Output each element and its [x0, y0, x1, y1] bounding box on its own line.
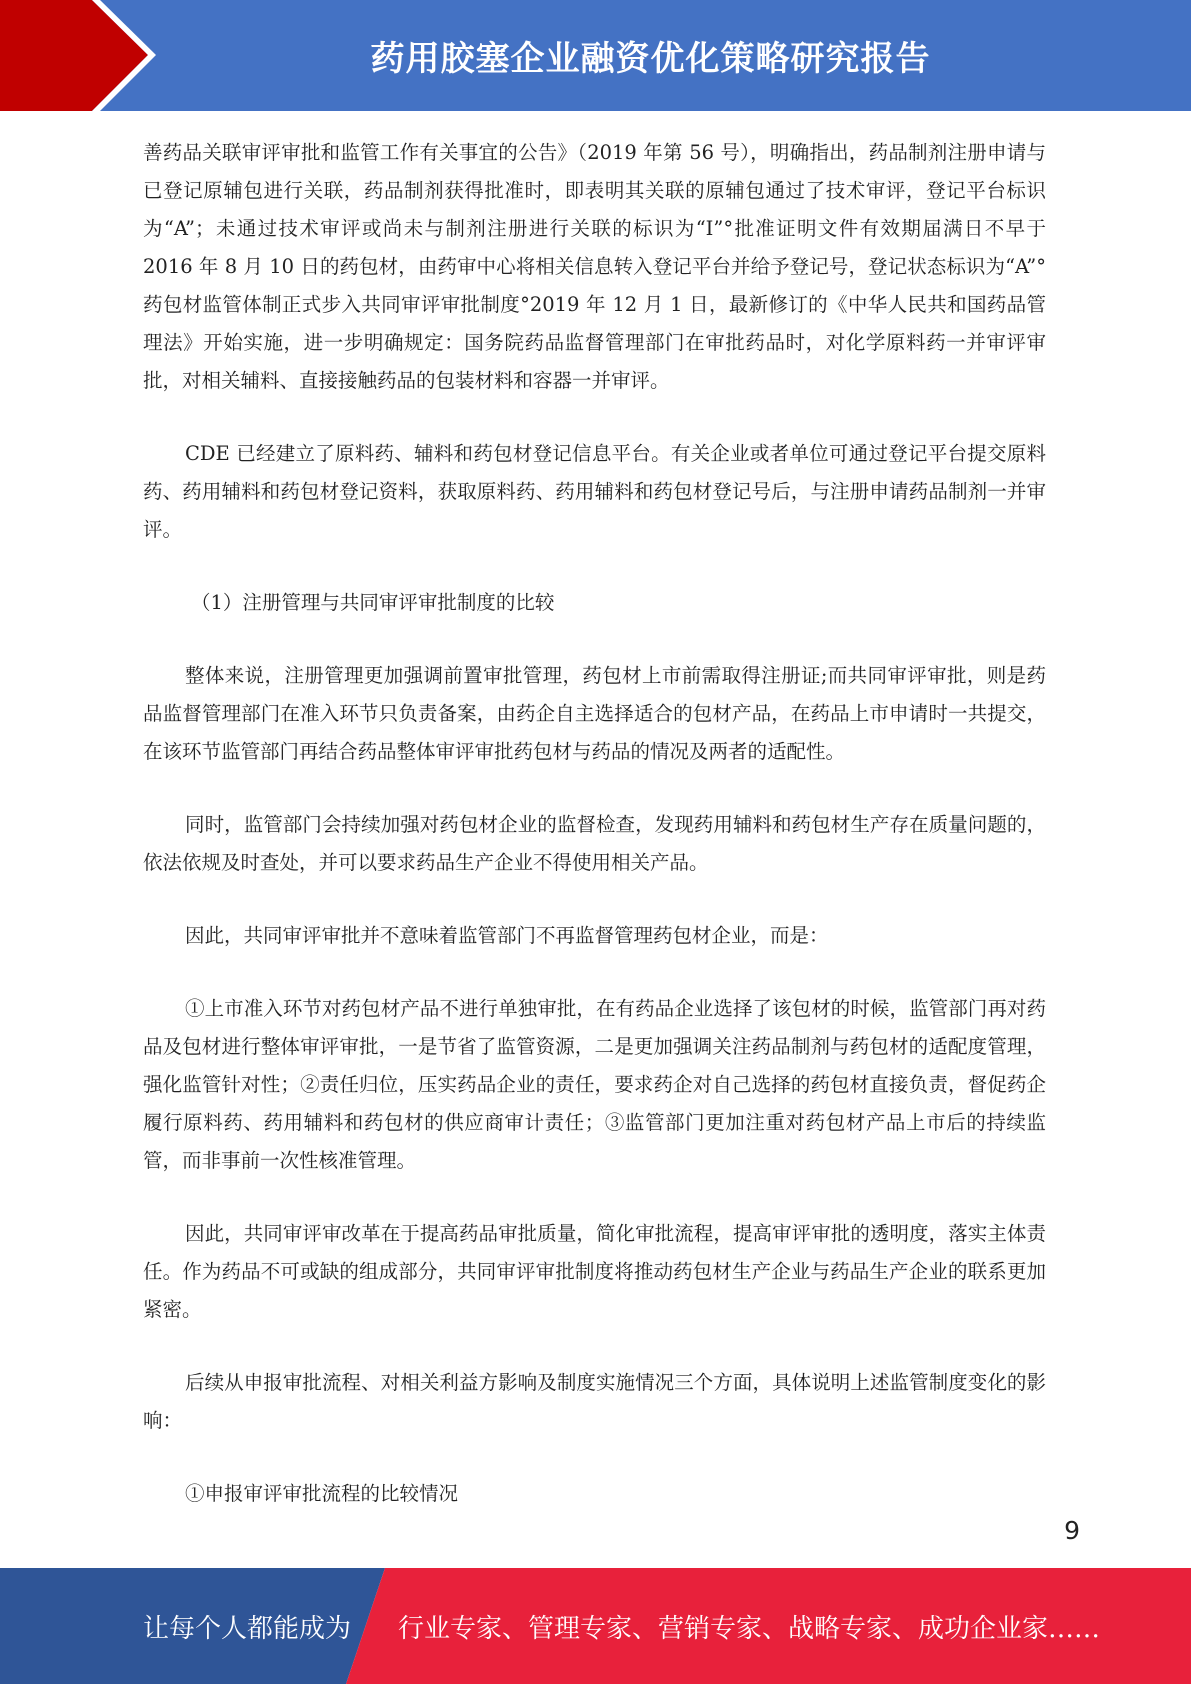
paragraph-5: 因此，共同审评审批并不意味着监管部门不再监督管理药包材企业，而是：	[185, 924, 829, 947]
paragraph-9: ①申报审评审批流程的比较情况	[185, 1482, 459, 1505]
page-footer	[0, 1568, 1191, 1684]
paragraph-4: 同时，监管部门会持续加强对药包材企业的监督检查，发现药用辅料和药包材生产存在质量问题的，依法依规及时查处，并可以要求药品生产企业不得使用相关产品。	[143, 813, 1046, 874]
paragraph-6: ①上市准入环节对药包材产品不进行单独审批，在有药品企业选择了该包材的时候，监管部门再对药品及包材进行整体审评审批，一是节省了监管资源，二是更加强调关注药品制剂与药包材的适配度管理，强化监管针对性；②责任归位，压实药品企业的责任，要求药企对自己选择的药包材直接负责，督促药企履行原料药、药用辅料和药包材的供应商审计责任；③监管部门更加注重对药包材产品上市后的持续监管，而非事前一次性核准管理。	[143, 997, 1046, 1172]
paragraph-1: 善药品关联审评审批和监管工作有关事宜的公告》（2019 年第 56 号），明确指出，药品制剂注册申请与已登记原辅包进行关联，药品制剂获得批准时，即表明其关联的原辅包通过了技术审评，登记平台标识为“A”；未通过技术审评或尚未与制剂注册进行关联的标识为“I”°批准证明文件有效期届满日不早于 2016 年 8 月 10 日的药包材，由药审中心将相关信息转入登记平台并给予登记号，登记状态标识为“A”°药包材监管体制正式步入共同审评审批制度°2019 年 12 月 1 日，最新修订的《中华人民共和国药品管理法》开始实施，进一步明确规定：国务院药品监督管理部门在审批药品时，对化学原料药一并审评审批，对相关辅料、直接接触药品的包装材料和容器一并审评。	[143, 141, 1046, 392]
paragraph-2: CDE 已经建立了原料药、辅料和药包材登记信息平台。有关企业或者单位可通过登记平台提交原料药、药用辅料和药包材登记资料，获取原料药、药用辅料和药包材登记号后，与注册申请药品制剂一并审评。	[143, 442, 1046, 541]
footer-slogan-right: 行业专家、管理专家、营销专家、战略专家、成功企业家……	[398, 1613, 1101, 1644]
footer-slogan-left: 让每个人都能成为	[143, 1613, 352, 1644]
section-heading: （1）注册管理与共同审评审批制度的比较	[191, 591, 555, 614]
paragraph-8: 后续从申报审批流程、对相关利益方影响及制度实施情况三个方面，具体说明上述监管制度变化的影响：	[143, 1371, 1046, 1432]
page-number: 9	[1064, 1516, 1080, 1545]
report-title: 药用胶塞企业融资优化策略研究报告	[370, 39, 931, 79]
header-red-chevron	[0, 0, 148, 111]
page-header	[0, 0, 1191, 111]
paragraph-3: 整体来说，注册管理更加强调前置审批管理，药包材上市前需取得注册证;而共同审评审批，则是药品监督管理部门在准入环节只负责备案，由药企自主选择适合的包材产品，在药品上市申请时一共提交，在该环节监管部门再结合药品整体审评审批药包材与药品的情况及两者的适配性。	[143, 664, 1046, 763]
document-body	[143, 134, 1046, 1548]
paragraph-7: 因此，共同审评审改革在于提高药品审批质量，简化审批流程，提高审评审批的透明度，落实主体责任。作为药品不可或缺的组成部分，共同审评审批制度将推动药包材生产企业与药品生产企业的联系更加紧密。	[143, 1222, 1046, 1321]
